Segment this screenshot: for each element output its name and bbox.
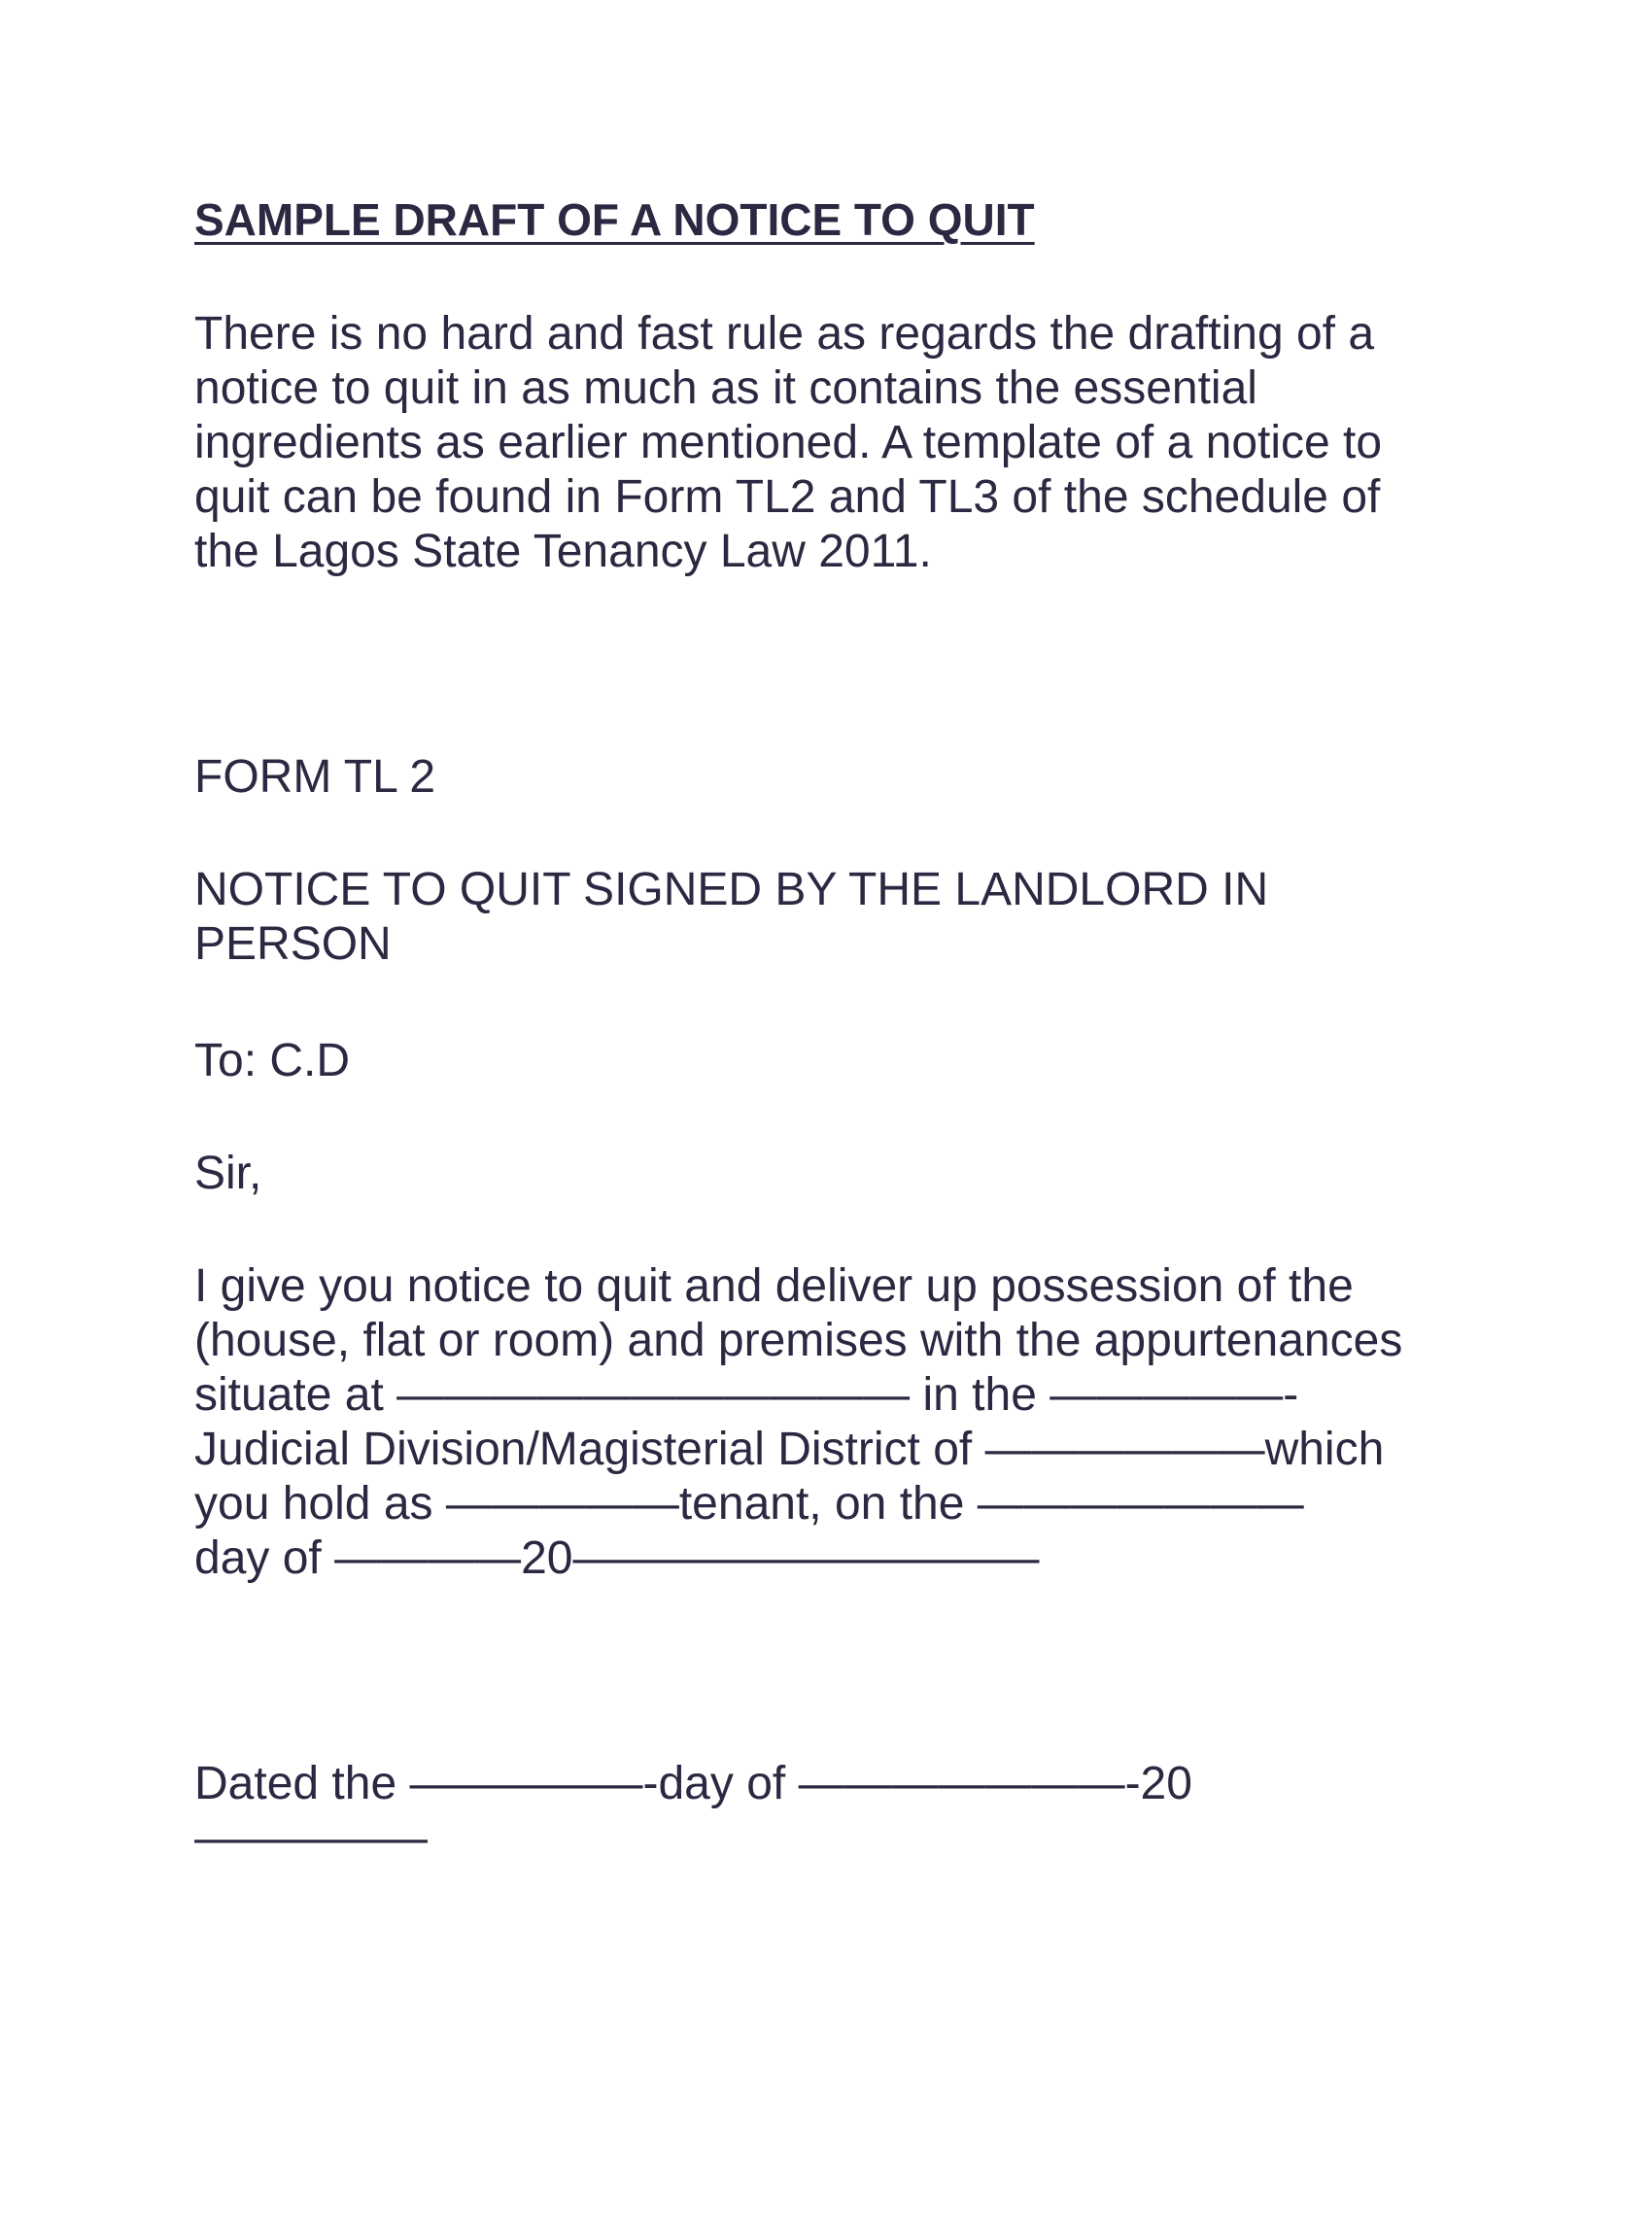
document-title: SAMPLE DRAFT OF A NOTICE TO QUIT — [194, 194, 1035, 245]
notice-heading-line: NOTICE TO QUIT SIGNED BY THE LANDLORD IN — [194, 864, 1269, 915]
intro-line: the Lagos State Tenancy Law 2011. — [194, 526, 932, 577]
dated-line-blank: ————— — [194, 1812, 428, 1864]
form-label: FORM TL 2 — [194, 751, 436, 803]
body-line: Judicial Division/Magisterial District of ——————which — [194, 1424, 1385, 1475]
body-line: you hold as —————tenant, on the ——————— — [194, 1478, 1304, 1530]
body-line: day of ————20—————————— — [194, 1532, 1040, 1584]
dated-line-text: Dated the —————-day of ———————-20 — [194, 1758, 1192, 1809]
salutation: Sir, — [194, 1148, 262, 1199]
body-line: I give you notice to quit and deliver up possession of the — [194, 1260, 1354, 1312]
intro-line: notice to quit in as much as it contains the essential — [194, 362, 1257, 414]
intro-line: ingredients as earlier mentioned. A template of a notice to — [194, 417, 1383, 468]
body-line: situate at ——————————— in the —————- — [194, 1369, 1299, 1421]
notice-heading-line: PERSON — [194, 918, 392, 970]
intro-line: There is no hard and fast rule as regards the drafting of a — [194, 308, 1375, 360]
notice-heading — [194, 863, 1497, 972]
intro-paragraph — [194, 307, 1497, 579]
notice-body-paragraph — [194, 1259, 1497, 1586]
body-line: (house, flat or room) and premises with the appurtenances — [194, 1315, 1403, 1366]
dated-line — [194, 1757, 1497, 1866]
recipient-line: To: C.D — [194, 1035, 351, 1086]
intro-line: quit can be found in Form TL2 and TL3 of the schedule of — [194, 471, 1381, 523]
